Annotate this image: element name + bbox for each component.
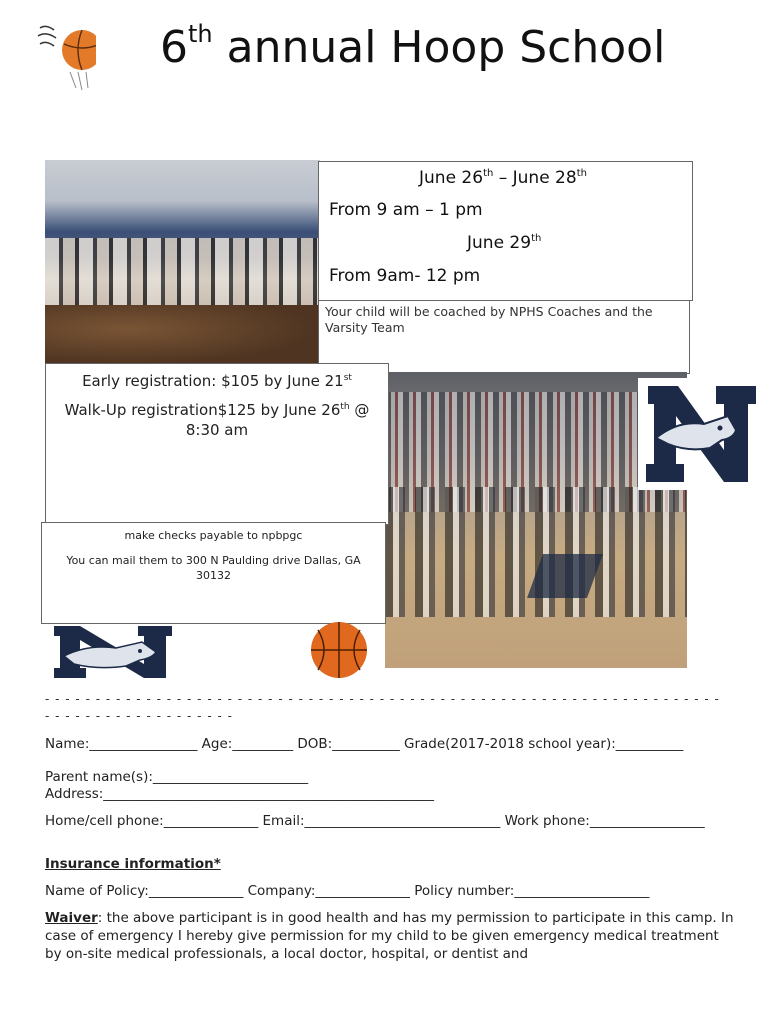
payment-box bbox=[41, 522, 386, 624]
waiver-paragraph bbox=[45, 909, 735, 963]
address-row: Address:_________________________________________________ bbox=[45, 786, 435, 802]
waiver-label: Waiver bbox=[45, 910, 98, 926]
dates-line-4: From 9am- 12 pm bbox=[329, 266, 481, 286]
dates-line-1: June 26th – June 28th bbox=[419, 168, 587, 188]
parent-name-row: Parent name(s):_______________________ bbox=[45, 769, 309, 785]
camp-dates-box bbox=[318, 161, 693, 301]
policy-row: Name of Policy:______________ Company:______________ Policy number:____________________ bbox=[45, 883, 650, 899]
wolf-n-logo bbox=[638, 378, 764, 490]
basketball-icon bbox=[302, 620, 376, 680]
dates-line-2: From 9 am – 1 pm bbox=[329, 200, 483, 220]
mail-address: You can mail them to 300 N Paulding drive Dallas, GA 30132 bbox=[66, 554, 361, 582]
wolf-n-logo bbox=[52, 624, 174, 680]
checks-payable: make checks payable to npbpgc bbox=[124, 529, 303, 542]
cut-line: - - - - - - - - - - - - - - - - - - - bbox=[45, 709, 233, 723]
locker-room-photo bbox=[45, 160, 320, 365]
waiver-text: : the above participant is in good health and has my permission to participate in this camp. In case of emergency I hereby give permission for my child to be given emergency medical treatment by on-site medical professionals, a local doctor, hospital, or dentist and bbox=[45, 910, 734, 962]
insurance-heading: Insurance information* bbox=[45, 856, 221, 872]
walkup-registration: Walk-Up registration$125 by June 26th @ 8:30 am bbox=[64, 401, 370, 439]
page-title: 6th annual Hoop School bbox=[160, 20, 666, 73]
coaching-note: Your child will be coached by NPHS Coaches and the Varsity Team bbox=[325, 304, 653, 335]
name-age-dob-grade-row: Name:________________ Age:_________ DOB:__________ Grade(2017-2018 school year):__________ bbox=[45, 736, 684, 752]
phone-email-row: Home/cell phone:______________ Email:_____________________________ Work phone:_________________ bbox=[45, 813, 705, 829]
early-registration: Early registration: $105 by June 21st bbox=[82, 372, 352, 390]
basketball-icon bbox=[36, 22, 96, 94]
cut-line: - - - - - - - - - - - - - - - - - - - - - - - - - - - - - - - - - - - - - - - - - - - - - - - - - - - - - - - - - - - - - - - - - - - bbox=[45, 692, 720, 706]
dates-line-3: June 29th bbox=[467, 233, 542, 253]
registration-box bbox=[45, 363, 389, 525]
